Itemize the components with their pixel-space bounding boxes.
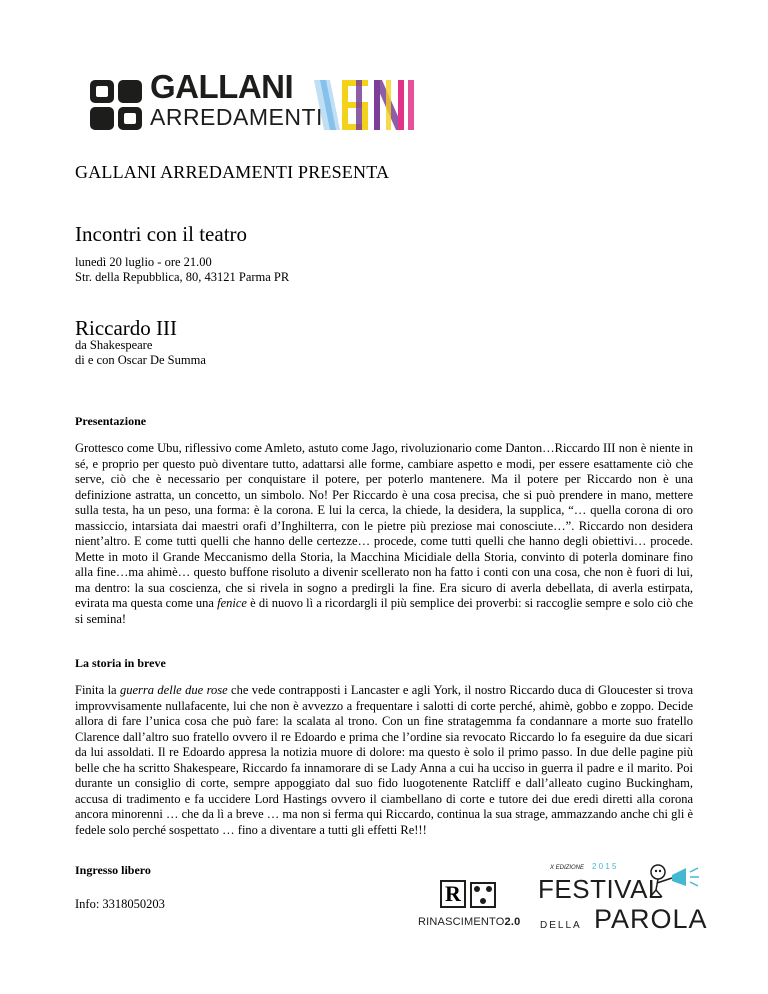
festival-parola: PAROLA — [594, 904, 708, 934]
storia-italic: guerra delle due rose — [120, 683, 228, 697]
storia-text-1: Finita la — [75, 683, 120, 697]
info-phone: Info: 3318050203 — [75, 897, 165, 911]
event-address: Str. della Repubblica, 80, 43121 Parma PR — [75, 270, 290, 284]
fifty-years-icon — [312, 78, 420, 132]
presenta-heading: GALLANI ARREDAMENTI PRESENTA — [75, 162, 390, 182]
play-title: Riccardo III — [75, 316, 178, 340]
dots-icon — [470, 882, 496, 908]
storia-paragraph — [75, 683, 693, 838]
ingresso-libero: Ingresso libero — [75, 863, 151, 877]
festival-title: FESTIVAL — [538, 874, 663, 904]
storia-text-2: che vede contrapposti i Lancaster e agli York, il nostro Riccardo duca di Gloucester si trova improvvisamente nullafacente, lui che non è avvezzo a frequentare i salotti di corte perché, ahimè, gobbo e zoppo. Decide allora di fare l’unica cosa che può fare: la scalata al trono. Con un fine stratagemma fa condannare a morte suo fratello Clarence dall’altro suo fratello ovvero il re Edoardo e prima che l’ordine sia revocato Riccardo lo fa eseguire da due sicari da lui assoldati. Il re Edoardo appresa la notizia muore di dolore: ma questo è solo il primo passo. In due delle pagine più belle che ha scritto Shakespeare, Riccardo fa innamorare di se Lady Anna a cui ha ucciso in guerra il padre e il marito. Poi durante un consiglio di corte, sempre appoggiato dal suo fido luogotenente Ratcliff e dall’alleato cugino Buckingham, accusa di tradimento e fa uccidere Lord Hastings ovvero il ciambellano di corte e tutore dei due eredi diretti alla corona ancora minorenni … che da lì a breve … ma non si ferma qui Riccardo, continua la sua strage, ammazzando anche chi gli è fedele solo perché sospettato … fino a diventare a tutti gli effetti Re!!! — [75, 683, 693, 837]
event-date-time: lunedì 20 luglio - ore 21.00 — [75, 255, 212, 269]
rinascimento-name: RINASCIMENTO — [418, 916, 505, 928]
festival-edition: X EDIZIONE — [550, 865, 585, 871]
logo-line1: GALLANI — [150, 68, 294, 105]
gallani-mark-icon — [88, 78, 144, 132]
play-source: da Shakespeare — [75, 338, 153, 352]
play-author: di e con Oscar De Summa — [75, 353, 206, 367]
rinascimento-r-mark: R — [440, 880, 466, 908]
festival-della: DELLA — [540, 920, 582, 931]
logo-line2: ARREDAMENTI — [150, 104, 323, 130]
presentazione-text-1: Grottesco come Ubu, riflessivo come Amleto, astuto come Jago, rivoluzionario come Danton…Riccardo III non è niente in sé, e proprio per questo può diventare tutto, adattarsi alle forme, cambiare aspetto e modi, per essere esattamente ciò che serve, ciò che è necessario per conquistare il potere, per poterlo mantenere. Ma il potere per Riccardo non è una definizione astratta, un concetto, un simbolo. No! Per Riccardo è una cosa precisa, che si può prendere in mano, mettere sulla testa, ha un peso, una forma: è la corona. E lui la cerca, la chiede, la desidera, la supplica, “… quella corona di oro massiccio, intarsiata dai maestri orafi d’Inghilterra, con le pietre più preziose mai conosciute…”. Riccardo non desidera nient’altro. E come tutti quelli che hanno delle certezze… procede, come tutti quelli che hanno degli obiettivi… procede. Mette in moto il Grande Meccanismo della Storia, la Macchina Micidiale della Storia, convinto di poterla dominare fino alla fine…ma ahimè… questo buffone risoluto a divenir scellerato non ha fatto i conti con una cosa, che non è fuori di lui, ma dentro: la sua coscienza, che si rivela in sogno a predirgli la fine. Era sicuro di averla debellata, di averla estirpata, evirata ma questa come una — [75, 441, 693, 610]
event-info — [75, 255, 289, 285]
play-credits — [75, 338, 206, 368]
presentazione-paragraph — [75, 441, 693, 627]
gallani-logo — [88, 68, 418, 134]
presentazione-heading: Presentazione — [75, 414, 147, 428]
festival-parola-logo — [538, 862, 708, 942]
festival-year: 2 0 1 5 — [592, 862, 617, 871]
event-title: Incontri con il teatro — [75, 222, 248, 246]
rinascimento-logo — [418, 876, 521, 936]
rinascimento-version: 2.0 — [504, 916, 521, 928]
presentazione-text-2: è di nuovo lì a ricordargli il più semplice dei proverbi: si raccoglie sempre e solo ciò che si semina! — [75, 596, 693, 626]
storia-heading: La storia in breve — [75, 656, 166, 670]
presentazione-italic: fenice — [217, 596, 247, 610]
